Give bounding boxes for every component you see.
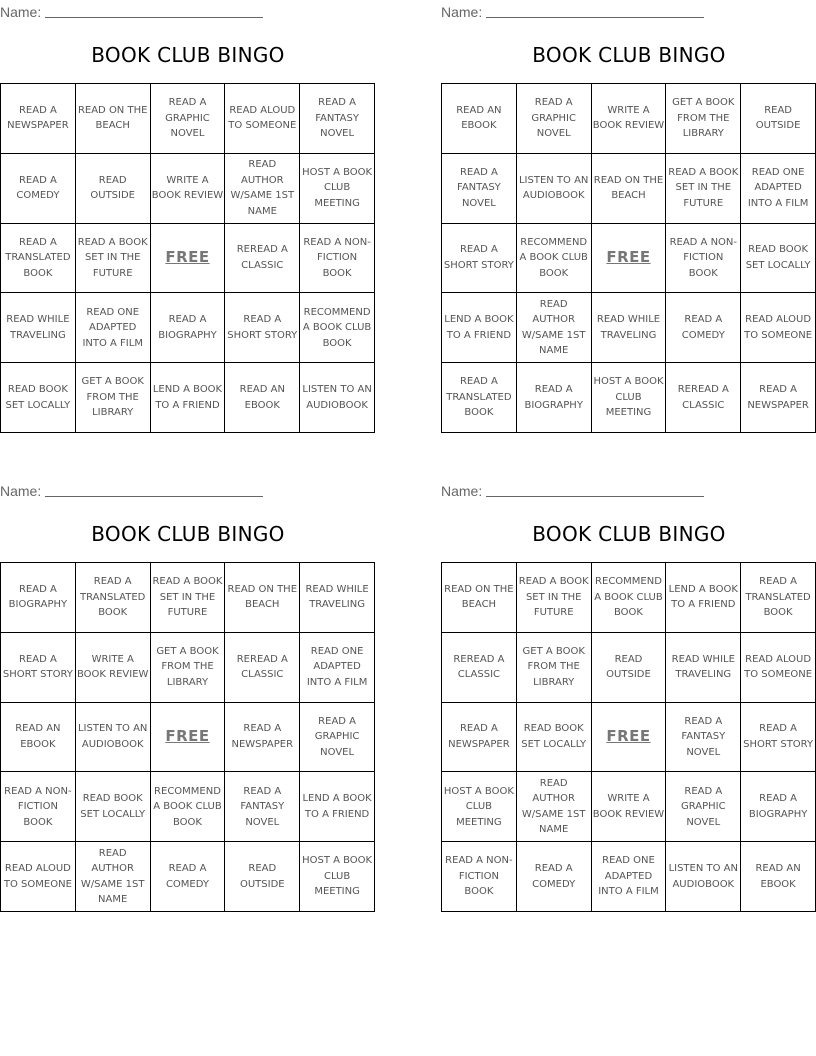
bingo-cell[interactable]: READ A FANTASY NOVEL bbox=[300, 84, 375, 154]
bingo-cell[interactable]: RECOMMEND A BOOK CLUB BOOK bbox=[300, 293, 375, 363]
bingo-cell[interactable]: READ A TRANSLATED BOOK bbox=[741, 563, 816, 633]
bingo-grid bbox=[441, 83, 816, 433]
bingo-cell[interactable]: READ A NON-FICTION BOOK bbox=[300, 224, 375, 294]
name-label: Name: bbox=[0, 4, 42, 20]
bingo-card-2 bbox=[441, 0, 816, 432]
name-label: Name: bbox=[441, 4, 483, 20]
bingo-cell[interactable]: READ ON THE BEACH bbox=[442, 563, 517, 633]
bingo-cell[interactable]: LEND A BOOK TO A FRIEND bbox=[151, 363, 226, 433]
name-blank-line[interactable] bbox=[486, 496, 704, 497]
bingo-cell[interactable]: READ AN EBOOK bbox=[225, 363, 300, 433]
free-space-cell[interactable]: FREE bbox=[592, 224, 667, 294]
name-field[interactable] bbox=[441, 481, 704, 499]
bingo-cell[interactable]: LISTEN TO AN AUDIOBOOK bbox=[300, 363, 375, 433]
bingo-cell[interactable]: GET A BOOK FROM THE LIBRARY bbox=[76, 363, 151, 433]
bingo-cell[interactable]: READ WHILE TRAVELING bbox=[666, 633, 741, 703]
bingo-cell[interactable]: LISTEN TO AN AUDIOBOOK bbox=[666, 842, 741, 912]
bingo-cell[interactable]: WRITE A BOOK REVIEW bbox=[592, 772, 667, 842]
bingo-cell[interactable]: READ A SHORT STORY bbox=[442, 224, 517, 294]
bingo-cell[interactable]: READ AUTHOR W/SAME 1ST NAME bbox=[76, 842, 151, 912]
bingo-cell[interactable]: REREAD A CLASSIC bbox=[225, 224, 300, 294]
bingo-cell[interactable]: READ A SHORT STORY bbox=[1, 633, 76, 703]
bingo-cell[interactable]: READ OUTSIDE bbox=[225, 842, 300, 912]
bingo-cell[interactable]: READ A TRANSLATED BOOK bbox=[1, 224, 76, 294]
name-field[interactable] bbox=[0, 481, 263, 499]
bingo-cell[interactable]: READ AUTHOR W/SAME 1ST NAME bbox=[225, 154, 300, 224]
bingo-cell[interactable]: RECOMMEND A BOOK CLUB BOOK bbox=[517, 224, 592, 294]
bingo-cell[interactable]: GET A BOOK FROM THE LIBRARY bbox=[517, 633, 592, 703]
bingo-cell[interactable]: READ A NON-FICTION BOOK bbox=[1, 772, 76, 842]
bingo-cell[interactable]: READ A FANTASY NOVEL bbox=[225, 772, 300, 842]
bingo-cell[interactable]: LEND A BOOK TO A FRIEND bbox=[666, 563, 741, 633]
bingo-cell[interactable]: READ AN EBOOK bbox=[741, 842, 816, 912]
bingo-cell[interactable]: READ A BIOGRAPHY bbox=[1, 563, 76, 633]
name-blank-line[interactable] bbox=[45, 496, 263, 497]
bingo-cell[interactable]: READ A BOOK SET IN THE FUTURE bbox=[666, 154, 741, 224]
bingo-card-3 bbox=[0, 479, 376, 911]
name-blank-line[interactable] bbox=[45, 17, 263, 18]
bingo-cell[interactable]: READ A SHORT STORY bbox=[225, 293, 300, 363]
card-title: BOOK CLUB BINGO bbox=[91, 43, 285, 67]
bingo-cell[interactable]: READ A GRAPHIC NOVEL bbox=[666, 772, 741, 842]
bingo-cell[interactable]: READ A TRANSLATED BOOK bbox=[76, 563, 151, 633]
bingo-cell[interactable]: WRITE A BOOK REVIEW bbox=[592, 84, 667, 154]
bingo-card-1 bbox=[0, 0, 376, 432]
bingo-cell[interactable]: READ A NEWSPAPER bbox=[442, 703, 517, 773]
bingo-cell[interactable]: READ A NEWSPAPER bbox=[1, 84, 76, 154]
bingo-cell[interactable]: RECOMMEND A BOOK CLUB BOOK bbox=[592, 563, 667, 633]
bingo-cell[interactable]: GET A BOOK FROM THE LIBRARY bbox=[151, 633, 226, 703]
bingo-cell[interactable]: LISTEN TO AN AUDIOBOOK bbox=[517, 154, 592, 224]
name-blank-line[interactable] bbox=[486, 17, 704, 18]
bingo-cell[interactable]: LEND A BOOK TO A FRIEND bbox=[300, 772, 375, 842]
bingo-cell[interactable]: READ ONE ADAPTED INTO A FILM bbox=[76, 293, 151, 363]
bingo-cell[interactable]: READ A NON-FICTION BOOK bbox=[666, 224, 741, 294]
name-label: Name: bbox=[0, 483, 42, 499]
bingo-cell[interactable]: READ A NEWSPAPER bbox=[225, 703, 300, 773]
bingo-cell[interactable]: READ A GRAPHIC NOVEL bbox=[151, 84, 226, 154]
bingo-cell[interactable]: READ WHILE TRAVELING bbox=[1, 293, 76, 363]
bingo-cell[interactable]: READ AN EBOOK bbox=[442, 84, 517, 154]
bingo-cell[interactable]: READ ALOUD TO SOMEONE bbox=[741, 633, 816, 703]
bingo-cell[interactable]: READ WHILE TRAVELING bbox=[300, 563, 375, 633]
bingo-cell[interactable]: READ AUTHOR W/SAME 1ST NAME bbox=[517, 772, 592, 842]
card-title: BOOK CLUB BINGO bbox=[91, 522, 285, 546]
bingo-cell[interactable]: READ BOOK SET LOCALLY bbox=[741, 224, 816, 294]
bingo-cell[interactable]: READ A BIOGRAPHY bbox=[741, 772, 816, 842]
bingo-cell[interactable]: READ BOOK SET LOCALLY bbox=[517, 703, 592, 773]
bingo-cell[interactable]: READ OUTSIDE bbox=[76, 154, 151, 224]
bingo-cell[interactable]: READ A BIOGRAPHY bbox=[151, 293, 226, 363]
bingo-cell[interactable]: REREAD A CLASSIC bbox=[225, 633, 300, 703]
card-title: BOOK CLUB BINGO bbox=[532, 522, 726, 546]
bingo-cell[interactable]: READ A FANTASY NOVEL bbox=[666, 703, 741, 773]
bingo-cell[interactable]: READ A FANTASY NOVEL bbox=[442, 154, 517, 224]
bingo-cell[interactable]: REREAD A CLASSIC bbox=[666, 363, 741, 433]
bingo-cell[interactable]: READ ALOUD TO SOMEONE bbox=[1, 842, 76, 912]
bingo-cell[interactable]: READ A COMEDY bbox=[151, 842, 226, 912]
bingo-grid bbox=[441, 562, 816, 912]
bingo-cell[interactable]: READ A BOOK SET IN THE FUTURE bbox=[151, 563, 226, 633]
free-space-cell[interactable]: FREE bbox=[151, 703, 226, 773]
bingo-cell[interactable]: READ ONE ADAPTED INTO A FILM bbox=[300, 633, 375, 703]
bingo-cell[interactable]: READ WHILE TRAVELING bbox=[592, 293, 667, 363]
bingo-cell[interactable]: READ A NON-FICTION BOOK bbox=[442, 842, 517, 912]
bingo-cell[interactable]: READ A TRANSLATED BOOK bbox=[442, 363, 517, 433]
bingo-cell[interactable]: READ A COMEDY bbox=[666, 293, 741, 363]
bingo-cell[interactable]: READ A GRAPHIC NOVEL bbox=[517, 84, 592, 154]
bingo-grid bbox=[0, 562, 375, 912]
bingo-cell[interactable]: READ OUTSIDE bbox=[592, 633, 667, 703]
free-space-cell[interactable]: FREE bbox=[151, 224, 226, 294]
bingo-cell[interactable]: READ ON THE BEACH bbox=[592, 154, 667, 224]
bingo-cell[interactable]: HOST A BOOK CLUB MEETING bbox=[442, 772, 517, 842]
bingo-cell[interactable]: READ ALOUD TO SOMEONE bbox=[225, 84, 300, 154]
bingo-cell[interactable]: READ A BIOGRAPHY bbox=[517, 363, 592, 433]
name-field[interactable] bbox=[0, 2, 263, 20]
bingo-cell[interactable]: READ A BOOK SET IN THE FUTURE bbox=[76, 224, 151, 294]
bingo-cell[interactable]: READ AUTHOR W/SAME 1ST NAME bbox=[517, 293, 592, 363]
bingo-cell[interactable]: REREAD A CLASSIC bbox=[442, 633, 517, 703]
free-space-cell[interactable]: FREE bbox=[592, 703, 667, 773]
bingo-cell[interactable]: READ A BOOK SET IN THE FUTURE bbox=[517, 563, 592, 633]
bingo-cell[interactable]: WRITE A BOOK REVIEW bbox=[151, 154, 226, 224]
bingo-cell[interactable]: LEND A BOOK TO A FRIEND bbox=[442, 293, 517, 363]
bingo-cell[interactable]: LISTEN TO AN AUDIOBOOK bbox=[76, 703, 151, 773]
bingo-cell[interactable]: READ OUTSIDE bbox=[741, 84, 816, 154]
bingo-cell[interactable]: READ A COMEDY bbox=[1, 154, 76, 224]
bingo-grid bbox=[0, 83, 375, 433]
bingo-cell[interactable]: RECOMMEND A BOOK CLUB BOOK bbox=[151, 772, 226, 842]
bingo-cell[interactable]: HOST A BOOK CLUB MEETING bbox=[300, 842, 375, 912]
bingo-cell[interactable]: HOST A BOOK CLUB MEETING bbox=[300, 154, 375, 224]
bingo-cell[interactable]: READ AN EBOOK bbox=[1, 703, 76, 773]
bingo-card-4 bbox=[441, 479, 816, 911]
bingo-cell[interactable]: READ ONE ADAPTED INTO A FILM bbox=[592, 842, 667, 912]
bingo-cell[interactable]: READ BOOK SET LOCALLY bbox=[76, 772, 151, 842]
bingo-cell[interactable]: READ A COMEDY bbox=[517, 842, 592, 912]
card-title: BOOK CLUB BINGO bbox=[532, 43, 726, 67]
name-field[interactable] bbox=[441, 2, 704, 20]
bingo-cell[interactable]: READ ONE ADAPTED INTO A FILM bbox=[741, 154, 816, 224]
bingo-cell[interactable]: GET A BOOK FROM THE LIBRARY bbox=[666, 84, 741, 154]
bingo-cell[interactable]: READ BOOK SET LOCALLY bbox=[1, 363, 76, 433]
bingo-cell[interactable]: HOST A BOOK CLUB MEETING bbox=[592, 363, 667, 433]
bingo-cell[interactable]: READ A SHORT STORY bbox=[741, 703, 816, 773]
bingo-cell[interactable]: WRITE A BOOK REVIEW bbox=[76, 633, 151, 703]
bingo-cell[interactable]: READ A NEWSPAPER bbox=[741, 363, 816, 433]
name-label: Name: bbox=[441, 483, 483, 499]
bingo-cell[interactable]: READ ON THE BEACH bbox=[76, 84, 151, 154]
bingo-cell[interactable]: READ ALOUD TO SOMEONE bbox=[741, 293, 816, 363]
bingo-cell[interactable]: READ ON THE BEACH bbox=[225, 563, 300, 633]
bingo-cell[interactable]: READ A GRAPHIC NOVEL bbox=[300, 703, 375, 773]
